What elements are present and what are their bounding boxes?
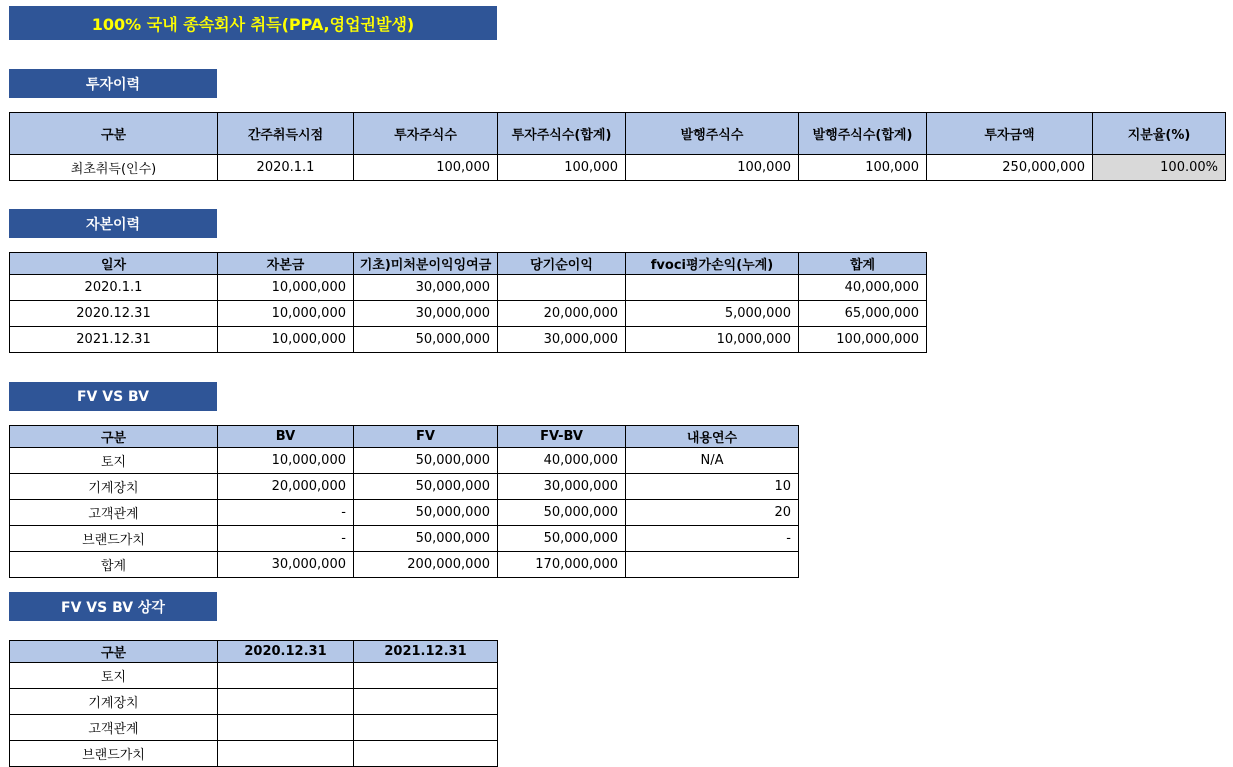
- table-cell[interactable]: 고객관계: [10, 715, 218, 741]
- header-cell: fvoci평가손익(누계): [626, 253, 799, 275]
- table-cell[interactable]: [498, 275, 626, 301]
- table-cell[interactable]: 50,000,000: [354, 474, 498, 500]
- sheet-title: 100% 국내 종속회사 취득(PPA,영업권발생): [9, 6, 497, 40]
- table-cell[interactable]: 10,000,000: [218, 301, 354, 327]
- table-cell[interactable]: 10,000,000: [218, 448, 354, 474]
- table-cell[interactable]: [354, 689, 498, 715]
- header-cell: 기초)미처분이익잉여금: [354, 253, 498, 275]
- table-cell[interactable]: 5,000,000: [626, 301, 799, 327]
- table-cell[interactable]: 30,000,000: [498, 327, 626, 353]
- table-cell[interactable]: -: [626, 526, 799, 552]
- table-cell[interactable]: 2020.1.1: [218, 155, 354, 181]
- table-row: [10, 526, 799, 552]
- header-cell: 발행주식수(합계): [799, 113, 927, 155]
- table-row: [10, 448, 799, 474]
- table-row: [10, 327, 927, 353]
- header-cell: FV-BV: [498, 426, 626, 448]
- table-cell[interactable]: [218, 689, 354, 715]
- table-row: [10, 500, 799, 526]
- table-cell[interactable]: 100,000,000: [799, 327, 927, 353]
- table-cell[interactable]: 20,000,000: [498, 301, 626, 327]
- table-cell[interactable]: 100.00%: [1093, 155, 1226, 181]
- table-cell[interactable]: -: [218, 500, 354, 526]
- table-row: [10, 689, 498, 715]
- table-cell[interactable]: N/A: [626, 448, 799, 474]
- table-row: [10, 275, 927, 301]
- table-cell[interactable]: 30,000,000: [354, 301, 498, 327]
- table-cell[interactable]: 2021.12.31: [10, 327, 218, 353]
- table-cell[interactable]: 10,000,000: [218, 327, 354, 353]
- table-cell[interactable]: 고객관계: [10, 500, 218, 526]
- header-cell: 구분: [10, 641, 218, 663]
- table-cell[interactable]: 브랜드가치: [10, 741, 218, 767]
- header-cell: 투자금액: [927, 113, 1093, 155]
- table-cell[interactable]: 50,000,000: [354, 448, 498, 474]
- table-cell[interactable]: 2020.1.1: [10, 275, 218, 301]
- table-cell[interactable]: [354, 663, 498, 689]
- table-row: [10, 301, 927, 327]
- table-cell[interactable]: 50,000,000: [354, 526, 498, 552]
- table-cell[interactable]: 30,000,000: [498, 474, 626, 500]
- header-cell: 일자: [10, 253, 218, 275]
- table-cell[interactable]: [626, 552, 799, 578]
- table-cell[interactable]: 합계: [10, 552, 218, 578]
- table-cell[interactable]: [354, 741, 498, 767]
- table-cell[interactable]: 250,000,000: [927, 155, 1093, 181]
- table-cell[interactable]: 토지: [10, 448, 218, 474]
- table-cell[interactable]: -: [218, 526, 354, 552]
- table-cell[interactable]: 20: [626, 500, 799, 526]
- table-cell[interactable]: 브랜드가치: [10, 526, 218, 552]
- table-cell[interactable]: 100,000: [498, 155, 626, 181]
- table-cell[interactable]: 100,000: [799, 155, 927, 181]
- header-cell: 구분: [10, 426, 218, 448]
- section-investment-header: 투자이력: [9, 69, 217, 98]
- table-cell[interactable]: 100,000: [354, 155, 498, 181]
- table-cell[interactable]: [626, 275, 799, 301]
- table-cell[interactable]: 10,000,000: [218, 275, 354, 301]
- table-cell[interactable]: [218, 663, 354, 689]
- header-cell: 투자주식수: [354, 113, 498, 155]
- table-cell[interactable]: 50,000,000: [354, 327, 498, 353]
- header-cell: 내용연수: [626, 426, 799, 448]
- table-row: [10, 552, 799, 578]
- table-cell[interactable]: 최초취득(인수): [10, 155, 218, 181]
- table-header-row: [10, 253, 927, 275]
- fvbv-table: [9, 425, 799, 578]
- table-row: [10, 474, 799, 500]
- table-cell[interactable]: [218, 715, 354, 741]
- table-cell[interactable]: 토지: [10, 663, 218, 689]
- table-cell[interactable]: 기계장치: [10, 474, 218, 500]
- table-cell[interactable]: [354, 715, 498, 741]
- header-cell: 당기순이익: [498, 253, 626, 275]
- header-cell: 2020.12.31: [218, 641, 354, 663]
- table-cell[interactable]: 20,000,000: [218, 474, 354, 500]
- table-cell[interactable]: 40,000,000: [799, 275, 927, 301]
- table-cell[interactable]: 50,000,000: [498, 500, 626, 526]
- table-cell[interactable]: 65,000,000: [799, 301, 927, 327]
- table-cell[interactable]: 10: [626, 474, 799, 500]
- table-header-row: [10, 426, 799, 448]
- table-cell[interactable]: 50,000,000: [354, 500, 498, 526]
- header-cell: 발행주식수: [626, 113, 799, 155]
- table-cell[interactable]: 2020.12.31: [10, 301, 218, 327]
- table-row: [10, 663, 498, 689]
- table-cell[interactable]: 기계장치: [10, 689, 218, 715]
- section-fvbv-header: FV VS BV: [9, 382, 217, 411]
- table-cell[interactable]: 170,000,000: [498, 552, 626, 578]
- table-cell[interactable]: 50,000,000: [498, 526, 626, 552]
- table-cell[interactable]: 100,000: [626, 155, 799, 181]
- table-header-row: [10, 641, 498, 663]
- table-cell[interactable]: 40,000,000: [498, 448, 626, 474]
- header-cell: BV: [218, 426, 354, 448]
- table-cell[interactable]: 30,000,000: [218, 552, 354, 578]
- section-capital-header: 자본이력: [9, 209, 217, 238]
- header-cell: 투자주식수(합계): [498, 113, 626, 155]
- table-cell[interactable]: 10,000,000: [626, 327, 799, 353]
- header-cell: 구분: [10, 113, 218, 155]
- header-cell: 합계: [799, 253, 927, 275]
- header-cell: 간주취득시점: [218, 113, 354, 155]
- table-row: [10, 155, 1226, 181]
- table-row: [10, 741, 498, 767]
- table-cell[interactable]: 30,000,000: [354, 275, 498, 301]
- section-amortization-header: FV VS BV 상각: [9, 592, 217, 621]
- table-cell[interactable]: [218, 741, 354, 767]
- investment-table: [9, 112, 1226, 181]
- capital-table: [9, 252, 927, 353]
- table-cell[interactable]: 200,000,000: [354, 552, 498, 578]
- header-cell: FV: [354, 426, 498, 448]
- header-cell: 2021.12.31: [354, 641, 498, 663]
- header-cell: 지분율(%): [1093, 113, 1226, 155]
- amortization-table: [9, 640, 498, 767]
- header-cell: 자본금: [218, 253, 354, 275]
- table-row: [10, 715, 498, 741]
- table-header-row: [10, 113, 1226, 155]
